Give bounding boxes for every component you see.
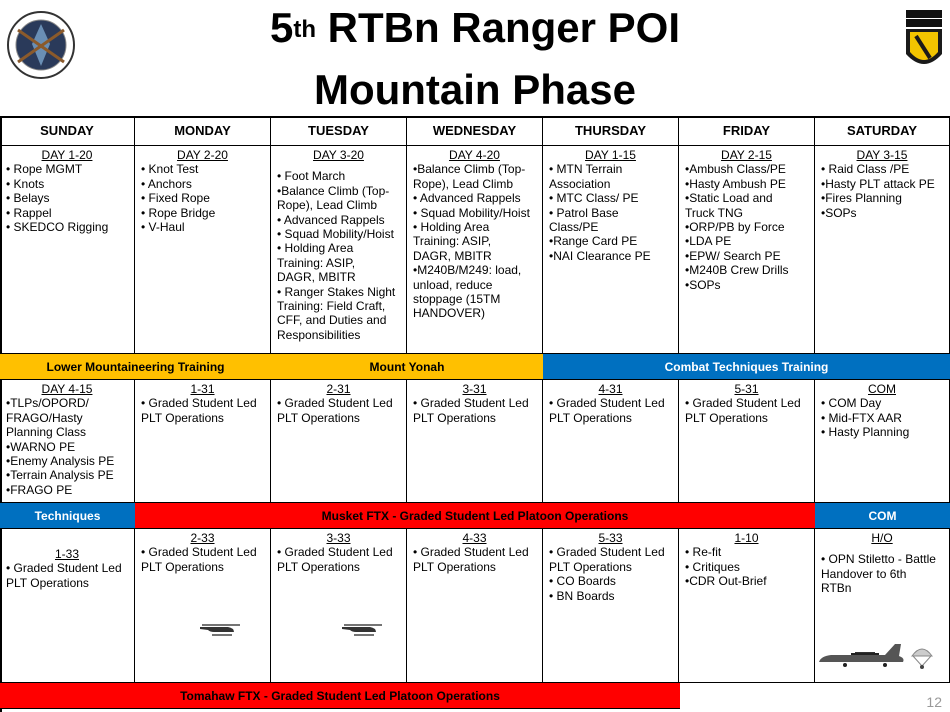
day-item: • SKEDCO Rigging	[6, 220, 109, 235]
day-cell	[543, 146, 679, 354]
day-item: • Advanced Rappels	[277, 212, 385, 227]
day-item: •TLPs/OPORD/	[6, 396, 89, 411]
day-item: •SOPs	[821, 205, 857, 220]
day-label: 1-33	[54, 547, 80, 561]
day-item: • Rope MGMT	[6, 162, 83, 177]
day-item: RTBn	[821, 581, 852, 596]
day-item: • Ranger Stakes Night	[277, 284, 396, 299]
day-header: SATURDAY	[815, 118, 950, 146]
day-item: • Graded Student Led	[549, 396, 665, 411]
day-label: 2-31	[326, 382, 351, 396]
day-item: •Balance Climb (Top-	[277, 183, 390, 198]
day-header: TUESDAY	[271, 118, 407, 146]
day-label: DAY 3-20	[313, 148, 364, 162]
day-cell	[271, 529, 407, 683]
day-item: • Rope Bridge	[141, 205, 216, 220]
day-header: THURSDAY	[543, 118, 679, 146]
day-cell	[135, 146, 271, 354]
day-item: • Fixed Rope	[141, 191, 210, 206]
day-item: PLT Operations	[549, 410, 632, 425]
day-item: Planning Class	[6, 425, 87, 440]
day-item: Rope), Lead Climb	[277, 198, 378, 213]
day-item: •SOPs	[685, 277, 721, 292]
day-label: DAY 3-15	[856, 148, 908, 162]
day-item: • Knot Test	[141, 162, 199, 177]
combat-techniques-band: Combat Techniques Training	[543, 354, 950, 380]
tomahawk-ftx-band: Tomahaw FTX - Graded Student Led Platoon Operations	[0, 683, 680, 709]
page-title: 5th RTBn Ranger POI	[269, 4, 681, 51]
day-label: DAY 1-15	[585, 148, 636, 162]
day-item: •ORP/PB by Force	[685, 220, 785, 235]
day-header: FRIDAY	[679, 118, 815, 146]
techniques-band: Techniques	[0, 503, 135, 529]
day-item: Rope), Lead Climb	[413, 176, 514, 191]
day-label: 3-31	[462, 382, 487, 396]
parachute-icon	[911, 646, 933, 670]
day-item: unload, reduce	[413, 277, 493, 292]
day-cell	[543, 380, 679, 503]
day-item: • Holding Area	[277, 241, 354, 256]
day-item: • V-Haul	[141, 220, 185, 235]
day-cell	[407, 380, 543, 503]
day-label: 3-33	[326, 531, 351, 545]
day-cell	[679, 146, 815, 354]
day-label: 4-31	[598, 382, 623, 396]
day-item: Training: ASIP,	[413, 234, 492, 249]
day-item: •FRAGO PE	[6, 482, 73, 497]
day-item: • Re-fit	[685, 545, 722, 560]
day-item: • Patrol Base	[549, 205, 619, 220]
day-item: • MTN Terrain	[549, 162, 623, 177]
day-item: • Graded Student Led	[277, 545, 393, 560]
c130-aircraft-icon	[815, 640, 907, 676]
day-item: PLT Operations	[6, 575, 89, 590]
day-item: DAGR, MBITR	[413, 248, 492, 263]
day-item: • Graded Student Led	[413, 396, 529, 411]
day-item: PLT Operations	[413, 559, 496, 574]
day-item: • Rappel	[6, 205, 52, 220]
day-item: • Advanced Rappels	[413, 191, 521, 206]
day-item: •LDA PE	[685, 234, 732, 249]
day-item: •Fires Planning	[821, 191, 902, 206]
lower-mountaineering-band: Lower Mountaineering Training	[0, 354, 271, 380]
day-label: 5-33	[598, 531, 623, 545]
day-item: • Critiques	[685, 559, 740, 574]
day-item: •CDR Out-Brief	[685, 574, 767, 589]
day-item: • Graded Student Led	[141, 545, 257, 560]
day-item: PLT Operations	[277, 559, 360, 574]
day-item: • Squad Mobility/Hoist	[277, 227, 394, 242]
day-cell	[407, 146, 543, 354]
day-item: • Knots	[6, 176, 45, 191]
day-label: COM	[868, 382, 896, 396]
day-label: DAY 2-20	[177, 148, 228, 162]
day-cell	[271, 146, 407, 354]
day-item: FRAGO/Hasty	[6, 410, 83, 425]
day-item: •Hasty PLT attack PE	[821, 176, 935, 191]
day-cell	[815, 146, 950, 354]
day-item: •Range Card PE	[549, 234, 638, 249]
day-item: • Squad Mobility/Hoist	[413, 205, 530, 220]
schedule-table	[0, 116, 950, 712]
day-item: Training: ASIP,	[277, 255, 356, 270]
day-item: CFF, and Duties and	[277, 313, 387, 328]
day-item: • Graded Student Led	[549, 545, 665, 560]
day-label: 5-31	[734, 382, 759, 396]
helicopter-icon	[198, 623, 244, 637]
day-item: •EPW/ Search PE	[685, 248, 781, 263]
day-header: WEDNESDAY	[407, 118, 543, 146]
day-item: • Graded Student Led	[413, 545, 529, 560]
day-item: PLT Operations	[277, 410, 360, 425]
musket-ftx-band: Musket FTX - Graded Student Led Platoon Operations	[135, 503, 815, 529]
day-item	[821, 545, 943, 552]
day-item: Class/PE	[549, 220, 599, 235]
day-item: •Hasty Ambush PE	[685, 176, 786, 191]
day-item: DAGR, MBITR	[277, 270, 356, 285]
day-item: • Anchors	[141, 176, 192, 191]
day-item: • Belays	[6, 191, 50, 206]
day-cell	[271, 380, 407, 503]
page-number: 12	[926, 694, 942, 710]
day-item: Truck TNG	[685, 205, 744, 220]
day-item: • BN Boards	[549, 588, 615, 603]
day-item: •Terrain Analysis PE	[6, 468, 114, 483]
day-item: •Balance Climb (Top-	[413, 162, 526, 177]
day-item: Responsibilities	[277, 327, 361, 342]
day-label: DAY 4-15	[41, 382, 93, 396]
day-item: • Graded Student Led	[141, 396, 257, 411]
day-label: 2-33	[190, 531, 215, 545]
day-item: Training: Field Craft,	[277, 299, 386, 314]
ranger-school-seal-icon	[6, 10, 76, 80]
day-item: • OPN Stiletto - Battle	[821, 552, 936, 567]
day-item: • Raid Class /PE	[821, 162, 910, 177]
day-item: • Graded Student Led	[685, 396, 801, 411]
day-label: H/O	[871, 531, 893, 545]
day-label: DAY 1-20	[41, 148, 93, 162]
day-label: DAY 4-20	[449, 148, 500, 162]
day-item: • Holding Area	[413, 220, 490, 235]
mount-yonah-band: Mount Yonah	[271, 354, 543, 380]
day-item: •M240B/M249: load,	[413, 263, 522, 278]
page-subtitle: Mountain Phase	[313, 66, 637, 113]
day-label: DAY 2-15	[721, 148, 772, 162]
day-item: • COM Day	[821, 396, 882, 411]
com-band: COM	[815, 503, 950, 529]
day-cell	[679, 380, 815, 503]
day-item: PLT Operations	[549, 559, 632, 574]
day-item: PLT Operations	[413, 410, 496, 425]
day-header: MONDAY	[135, 118, 271, 146]
day-item: • Mid-FTX AAR	[821, 410, 902, 425]
day-item: • Hasty Planning	[821, 425, 910, 440]
day-item: HANDOVER)	[413, 306, 486, 321]
day-item: •Enemy Analysis PE	[6, 454, 115, 469]
day-cell	[135, 529, 271, 683]
day-item: PLT Operations	[141, 559, 224, 574]
day-cell	[815, 380, 950, 503]
day-item: •Static Load and	[685, 191, 773, 206]
day-cell	[135, 380, 271, 503]
day-label: 1-10	[734, 531, 759, 545]
ranger-airborne-tab-patch-icon	[904, 10, 944, 74]
helicopter-icon	[340, 623, 386, 637]
day-item: • Graded Student Led	[6, 561, 122, 576]
day-label: 4-33	[462, 531, 487, 545]
day-item: •NAI Clearance PE	[549, 248, 651, 263]
day-cell	[0, 380, 135, 503]
day-item: • MTC Class/ PE	[549, 191, 639, 206]
day-cell	[679, 529, 815, 683]
day-cell	[407, 529, 543, 683]
day-item: PLT Operations	[685, 410, 768, 425]
day-cell	[0, 529, 135, 683]
day-item: stoppage (15TM	[413, 292, 501, 307]
day-item: • Graded Student Led	[277, 396, 393, 411]
day-item: Handover to 6th	[821, 566, 907, 581]
day-label: 1-31	[190, 382, 215, 396]
day-item: • Foot March	[277, 169, 346, 184]
day-item: • CO Boards	[549, 574, 616, 589]
day-cell	[0, 146, 135, 354]
day-item	[277, 162, 400, 169]
day-item: •WARNO PE	[6, 439, 76, 454]
day-item: •M240B Crew Drills	[685, 263, 789, 278]
day-item: •Ambush Class/PE	[685, 162, 786, 177]
day-item: PLT Operations	[141, 410, 224, 425]
day-header: SUNDAY	[0, 118, 135, 146]
day-item: Association	[549, 176, 611, 191]
day-cell	[543, 529, 679, 683]
